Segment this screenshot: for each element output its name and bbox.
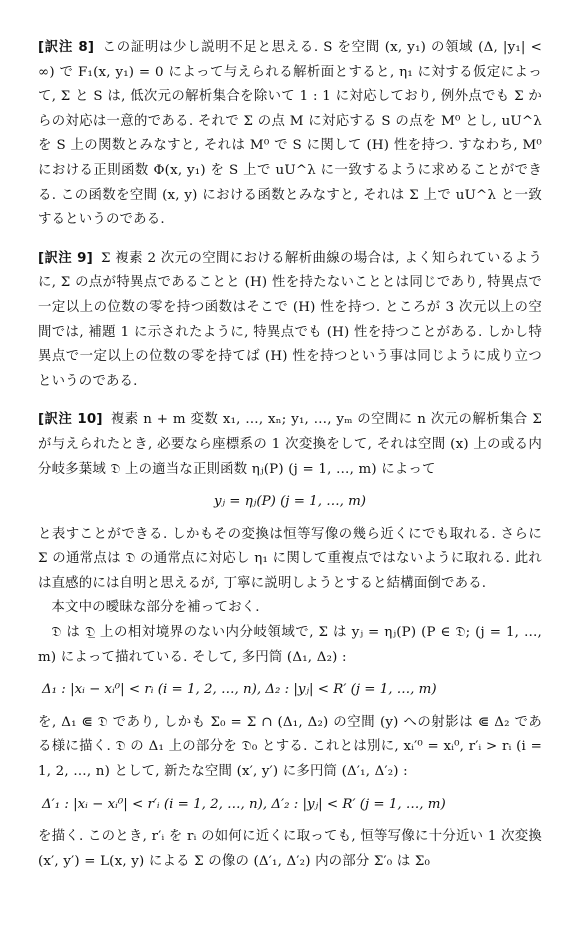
paragraph: 本文中の曖昧な部分を補っておく. (51, 600, 260, 616)
note-label: [訳注 10] (38, 412, 103, 428)
paragraph: 𝔇 は 𝔇̲ 上の相対境界のない内分岐領域で, Σ は yⱼ = ηⱼ(P) (P ∈ 𝔇; (j = 1, …, m) によって描れている. そして, 多円筒 (Δ₁, Δ₂) : (38, 625, 542, 665)
note-label: [訳注 8] (38, 40, 95, 55)
note-text: 複素 n + m 変数 x₁, …, xₙ; y₁, …, yₘ の空間に n 次元の解析集合 Σ が与えられたとき, 必要なら座標系の 1 次変換をして, それは空間 (x) 上の或る内分岐多葉域 𝔇 上の適当な正則函数 ηⱼ(P) (j = 1, …, m) によって (38, 412, 542, 477)
equation-polydisc-prime: Δ′₁ : |xᵢ − xᵢ⁰| < r′ᵢ (i = 1, 2, …, n), Δ′₂ : |yⱼ| < R′ (j = 1, …, m) (42, 796, 446, 812)
translator-note-8 (38, 36, 542, 233)
note-text: この証明は少し説明不足と思える. S を空間 (x, y₁) の領域 (Δ, |y₁| < ∞) で F₁(x, y₁) = 0 によって与えられる解析面とすると, η₁ に対する仮定によって, Σ と S は, 低次元の解析集合を除いて 1 : 1 に対応しており, 例外点でも Σ からの対応は一意的である. それで Σ の点 M に対応する S の点を M⁰ とし, uU^λ を S 上の関数とみなすと, それは M⁰ で S に関して (H) 性を持つ. すなわち, M⁰ における正則函数 Φ(x, y₁) を S 上で uU^λ に一致するように求めることができる. この函数を空間 (x, y) における函数とみなすと, それは Σ 上で uU^λ と一致するというのである. (38, 40, 542, 228)
paragraph: を描く. このとき, r′ᵢ を rᵢ の如何に近くに取っても, 恒等写像に十分近い 1 次変換 (x′, y′) = L(x, y) による Σ の像の (Δ′₁, Δ′₂) 内の部分 Σ′₀ は Σ₀ (38, 829, 542, 869)
translator-note-9 (38, 247, 542, 395)
translator-note-10 (38, 408, 542, 482)
paragraph: を, Δ₁ ⋐ 𝔇 であり, しかも Σ₀ = Σ ∩ (Δ₁, Δ₂) の空間 (y) への射影は ⋐ Δ₂ である様に描く. 𝔇 の Δ₁ 上の部分を 𝔇₀ とする. これとは別に, xᵢ′⁰ = xᵢ⁰, r′ᵢ > rᵢ (i = 1, 2, …, n) として, 新たな空間 (x′, y′) に多円筒 (Δ′₁, Δ′₂) : (38, 714, 542, 780)
paragraph: と表すことができる. しかもその変換は恒等写像の幾ら近くにでも取れる. さらに Σ の通常点は 𝔇 の通常点に対応し η₁ に関して重複点ではないように取れる. 此れは直感的には自明と思えるが, 丁寧に説明しようとすると結構面倒である. (38, 526, 542, 591)
note-label: [訳注 9] (38, 250, 93, 266)
equation-y-eta: yⱼ = ηⱼ(P) (j = 1, …, m) (213, 494, 367, 510)
equation-polydisc: Δ₁ : |xᵢ − xᵢ⁰| < rᵢ (i = 1, 2, …, n), Δ₂ : |yⱼ| < R′ (j = 1, …, m) (42, 682, 437, 698)
note-text: Σ 複素 2 次元の空間における解析曲線の場合は, よく知られているように, Σ の点が特異点であることと (H) 性を持たないこととは同じであり, 特異点で一定以上の位数の零を持つ函数はそこで (H) 性を持つ. ところが 3 次元以上の空間では, 補題 1 に示されたように, 特異点でも (H) 性を持つことがある. しかし特異点で一定以上の位数の零を持てば (H) 性を持つという事は同じように成り立つというのである. (38, 250, 543, 389)
